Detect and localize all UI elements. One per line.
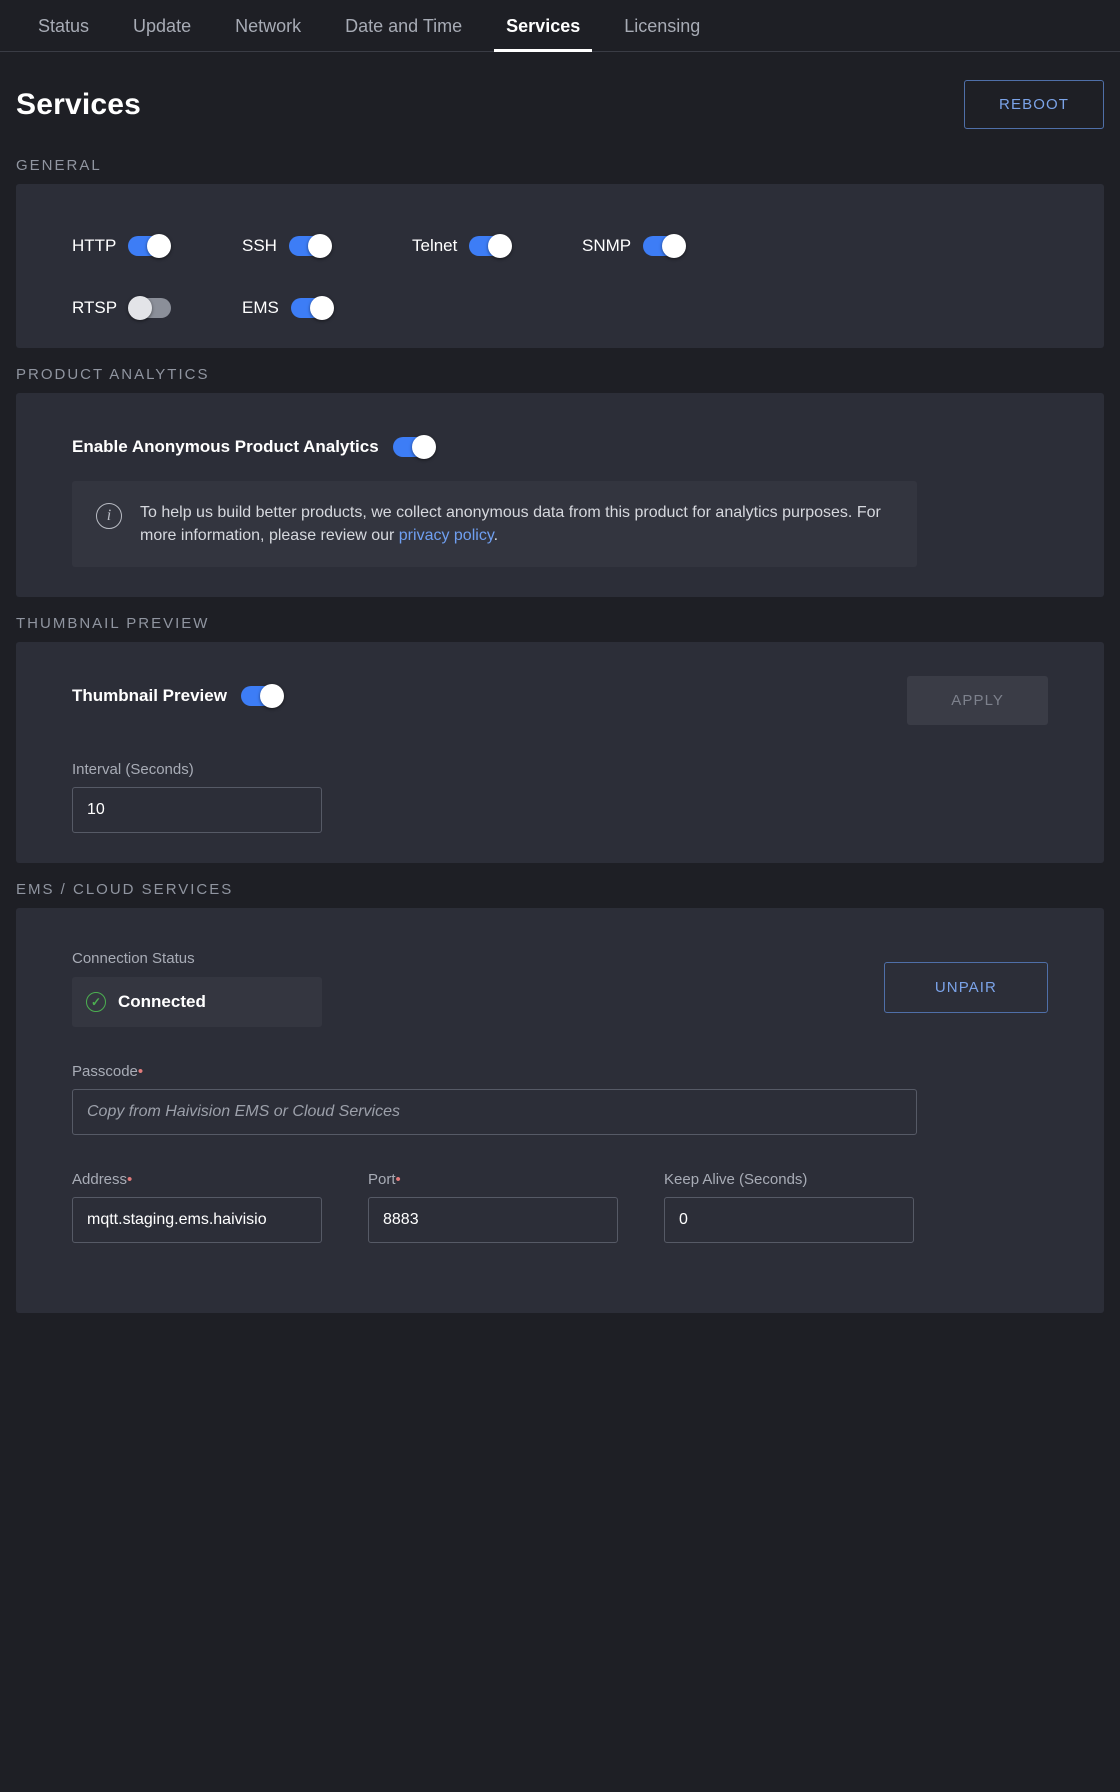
switch-ems[interactable] — [291, 298, 333, 318]
analytics-section-label: PRODUCT ANALYTICS — [16, 366, 210, 383]
analytics-card — [16, 393, 1104, 597]
switch-product-analytics[interactable] — [393, 437, 435, 457]
tab-services[interactable]: Services — [484, 16, 602, 51]
ems-header-row — [72, 934, 1048, 1027]
keepalive-block — [664, 1135, 914, 1243]
interval-field-label: Interval (Seconds) — [72, 761, 194, 779]
service-toggle-snmp[interactable] — [582, 236, 752, 256]
address-label-text: Address — [72, 1171, 128, 1189]
general-section-label: GENERAL — [16, 157, 102, 174]
service-toggle-http[interactable] — [72, 236, 170, 256]
required-marker: • — [137, 1063, 144, 1081]
service-toggle-ssh[interactable] — [242, 236, 412, 256]
toggle-label-ems: EMS — [242, 298, 279, 317]
analytics-info-box — [72, 481, 917, 567]
interval-input[interactable] — [72, 787, 322, 833]
ems-bottom-spacer — [72, 1243, 1048, 1283]
port-field-label — [368, 1171, 618, 1188]
address-block — [72, 1135, 322, 1243]
general-toggle-grid — [72, 210, 1048, 318]
passcode-field-label — [72, 1063, 1048, 1080]
switch-knob — [147, 234, 171, 258]
keepalive-field-label: Keep Alive (Seconds) — [664, 1171, 808, 1189]
analytics-info-text-before: To help us build better products, we collect anonymous data from this product for analytics purposes. For more information, please review our — [140, 504, 881, 545]
tab-update[interactable]: Update — [133, 16, 192, 36]
unpair-button[interactable]: UNPAIR — [884, 962, 1048, 1013]
port-block — [368, 1135, 618, 1243]
service-toggle-telnet[interactable] — [412, 236, 582, 256]
status-badge — [72, 977, 322, 1027]
switch-knob — [662, 234, 686, 258]
toggle-label-snmp: SNMP — [582, 236, 632, 255]
apply-button[interactable]: APPLY — [907, 676, 1048, 725]
thumbnail-section-label: THUMBNAIL PREVIEW — [16, 615, 210, 633]
port-label-text: Port — [368, 1171, 396, 1189]
toggle-label-ssh: SSH — [242, 236, 277, 255]
thumbnail-toggle-label: Thumbnail Preview — [72, 686, 227, 706]
required-marker: • — [395, 1171, 401, 1189]
passcode-input[interactable] — [72, 1089, 917, 1135]
settings-tabbar — [0, 0, 1120, 52]
keepalive-input[interactable] — [664, 1197, 914, 1243]
service-toggle-ems[interactable] — [242, 298, 412, 318]
switch-knob — [308, 234, 332, 258]
switch-thumbnail-preview[interactable] — [241, 686, 283, 706]
reboot-button[interactable]: REBOOT — [964, 80, 1104, 129]
switch-knob — [310, 296, 334, 320]
tab-date-and-time[interactable]: Date and Time — [345, 16, 463, 36]
switch-knob — [260, 684, 284, 708]
service-toggle-rtsp[interactable] — [72, 298, 171, 318]
tab-status[interactable]: Status — [38, 16, 90, 36]
switch-telnet[interactable] — [469, 236, 511, 256]
connection-status-label: Connection Status — [72, 950, 195, 968]
ems-section-label: EMS / CLOUD SERVICES — [16, 881, 234, 899]
switch-knob — [128, 296, 152, 320]
toggle-label-rtsp: RTSP — [72, 298, 118, 317]
switch-ssh[interactable] — [289, 236, 331, 256]
analytics-toggle-row[interactable] — [72, 419, 1048, 457]
port-input[interactable] — [368, 1197, 618, 1243]
connection-status-value: Connected — [118, 992, 206, 1012]
thumbnail-card — [16, 642, 1104, 863]
switch-snmp[interactable] — [643, 236, 685, 256]
toggle-label-telnet: Telnet — [412, 236, 458, 255]
thumbnail-toggle-row[interactable] — [72, 668, 283, 706]
switch-knob — [488, 234, 512, 258]
tab-licensing[interactable]: Licensing — [624, 16, 701, 36]
general-card — [16, 184, 1104, 348]
switch-knob — [412, 435, 436, 459]
privacy-policy-link[interactable]: privacy policy — [398, 527, 494, 545]
ems-connection-fields — [72, 1135, 1048, 1243]
required-marker: • — [127, 1171, 133, 1189]
check-circle-icon: ✓ — [86, 992, 106, 1012]
analytics-toggle-label: Enable Anonymous Product Analytics — [72, 437, 379, 456]
switch-rtsp[interactable] — [129, 298, 171, 318]
info-icon: i — [96, 503, 122, 529]
page-title: Services — [16, 87, 142, 121]
page-header — [0, 52, 1120, 139]
thumbnail-header-row — [72, 668, 1048, 725]
address-input[interactable] — [72, 1197, 322, 1243]
analytics-info-text-after: . — [493, 527, 499, 545]
ems-card — [16, 908, 1104, 1313]
toggle-label-http: HTTP — [72, 236, 117, 255]
passcode-label-text: Passcode — [72, 1063, 138, 1081]
connection-status-block — [72, 934, 322, 1027]
switch-http[interactable] — [128, 236, 170, 256]
analytics-info-text — [140, 501, 893, 547]
tab-network[interactable]: Network — [235, 16, 302, 36]
address-field-label — [72, 1171, 322, 1188]
